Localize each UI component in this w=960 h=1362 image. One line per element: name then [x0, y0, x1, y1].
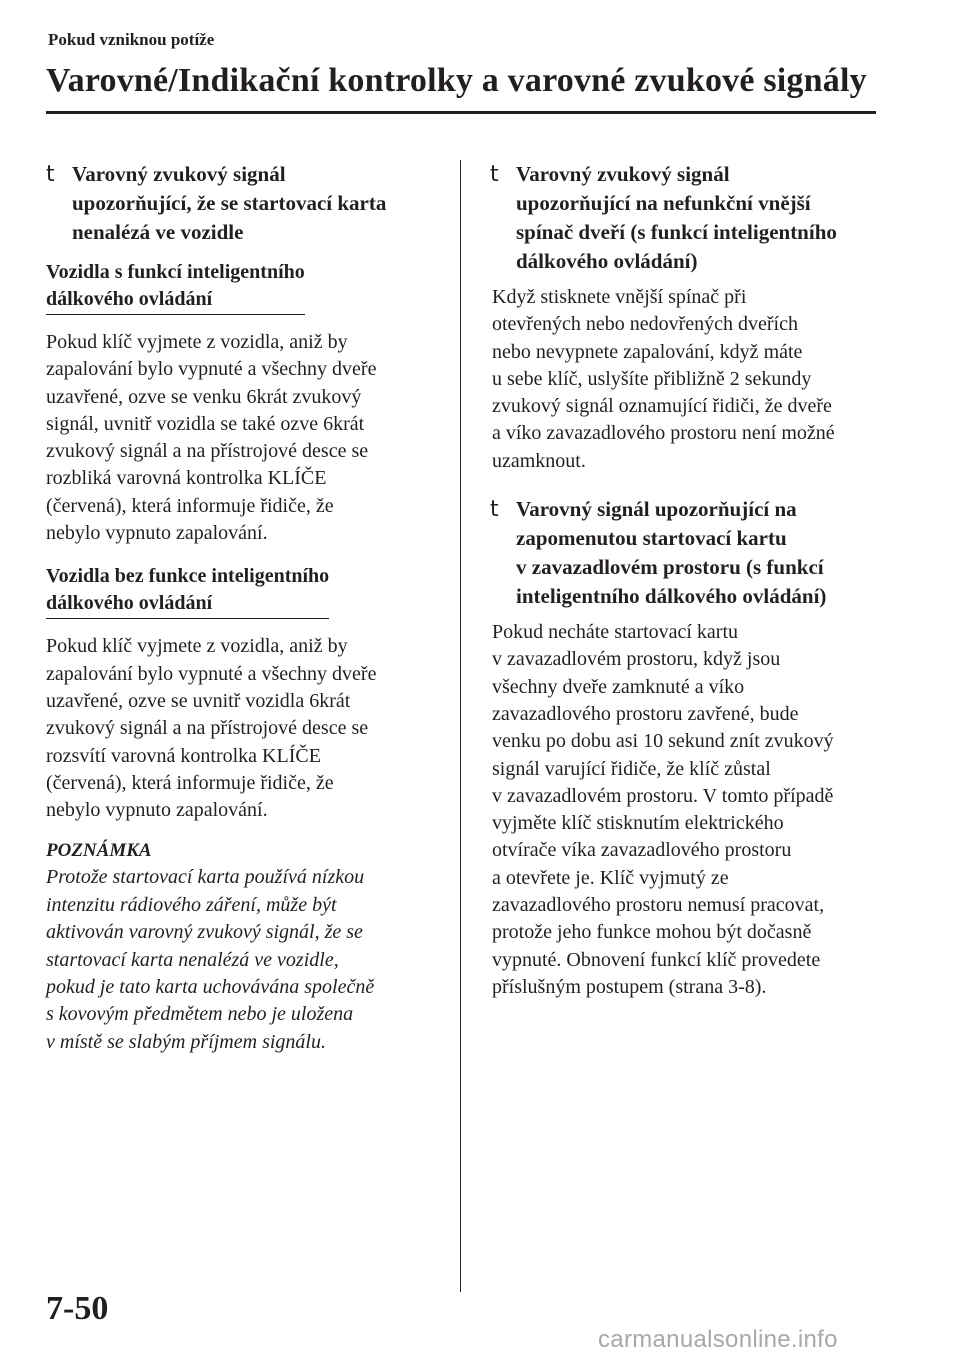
- heading-card-in-trunk: [490, 495, 890, 611]
- subheading-without-smart-key: Vozidla bez funkce inteligentního dálkového ovládání: [46, 563, 329, 619]
- paragraph-without-smart-key: Pokud klíč vyjmete z vozidla, aniž by zapalování bylo vypnuté a všechny dveře uzavřené, ozve se uvnitř vozidla 6krát zvukový signál a na přístrojové desce se rozsvítí varovná kontrolka KLÍČE (červená), která informuje řidiče, že nebylo vypnuto zapalování.: [46, 635, 377, 822]
- bullet-marker-icon: t: [490, 497, 499, 523]
- bullet-marker-icon: t: [490, 162, 499, 187]
- header-rule: [46, 111, 876, 114]
- heading-card-not-in-vehicle: [46, 160, 442, 247]
- paragraph-card-in-trunk: Pokud necháte startovací kartu v zavazadlovém prostoru, když jsou všechny dveře zamknuté a víko zavazadlového prostoru zavřené, bude venku po dobu asi 10 sekund znít zvukový signál varující řidiče, že klíč zůstal v zavazadlovém prostoru. V tomto případě vyjměte klíč stisknutím elektrického otvírače víka zavazadlového prostoru a otevřete je. Klíč vyjmutý ze zavazadlového prostoru nemusí pracovat, protože jeho funkce mohou být dočasně vypnuté. Obnovení funkcí klíč provedete příslušným postupem (strana 3-8).: [492, 621, 834, 998]
- right-column: [490, 160, 890, 1013]
- column-divider: [460, 160, 461, 1292]
- heading-text: Varovný signál upozorňující na zapomenutou startovací kartu v zavazadlovém prostoru (s funkcí inteligentního dálkového ovládání): [516, 497, 827, 609]
- paragraph-with-smart-key: Pokud klíč vyjmete z vozidla, aniž by zapalování bylo vypnuté a všechny dveře uzavřené, ozve se venku 6krát zvukový signál, uvnitř vozidla se také ozve 6krát zvukový signál a na přístrojové desce se rozbliká varovná kontrolka KLÍČE (červená), která informuje řidiče, že nebylo vypnuto zapalování.: [46, 331, 377, 545]
- paragraph-door-switch: Když stisknete vnější spínač při otevřených nebo nedovřených dveřích nebo nevypnete zapalování, když máte u sebe klíč, uslyšíte přibližně 2 sekundy zvukový signál oznamující řidiči, že dveře a víko zavazadlového prostoru není možné uzamknout.: [492, 286, 835, 472]
- section-label: Pokud vzniknou potíže: [48, 30, 215, 49]
- note-title: POZNÁMKA: [46, 840, 152, 862]
- page-title: Varovné/Indikační kontrolky a varovné zvukové signály: [46, 62, 867, 99]
- left-column: [46, 160, 442, 1056]
- heading-text: Varovný zvukový signál upozorňující, že se startovací karta nenalézá ve vozidle: [72, 162, 387, 244]
- watermark: carmanualsonline.info: [598, 1326, 838, 1353]
- note-text: Protože startovací karta používá nízkou intenzitu rádiového záření, může být aktivován varovný zvukový signál, že se startovací karta nenalézá ve vozidle, pokud je tato karta uchovávána společně s kovovým předmětem nebo je uložena v místě se slabým příjmem signálu.: [46, 866, 375, 1053]
- bullet-marker-icon: t: [46, 162, 55, 187]
- page-number: 7-50: [46, 1290, 109, 1327]
- subheading-with-smart-key: Vozidla s funkcí inteligentního dálkového ovládání: [46, 259, 305, 315]
- heading-text: Varovný zvukový signál upozorňující na nefunkční vnější spínač dveří (s funkcí inteligentního dálkového ovládání): [516, 162, 837, 273]
- heading-door-switch: [490, 160, 890, 276]
